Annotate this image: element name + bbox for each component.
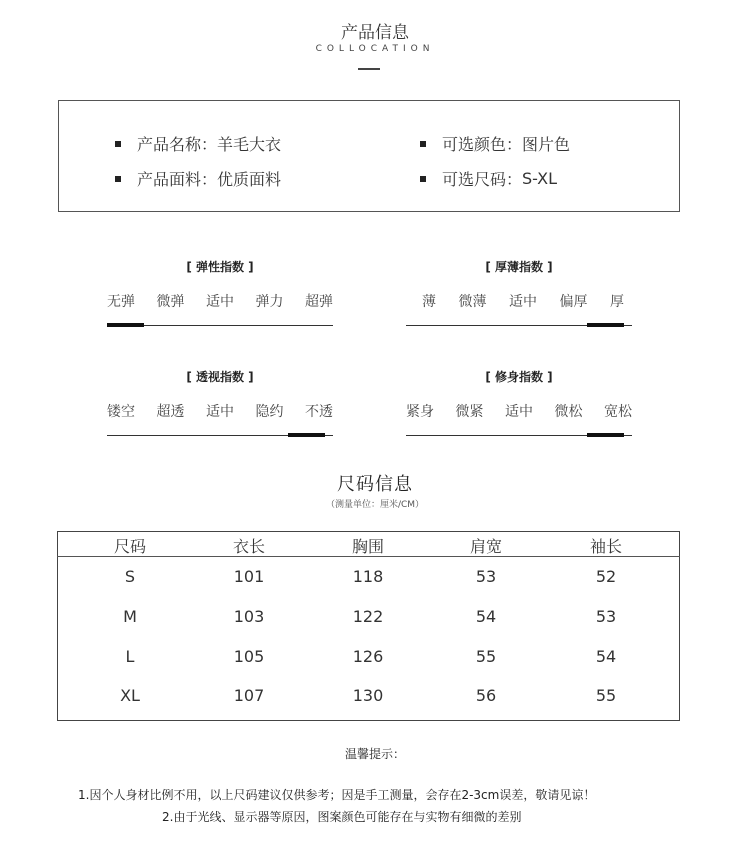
gauge-option: 微紧 (455, 404, 484, 420)
gauge-indicator (107, 323, 144, 327)
gauge-title: [ 修身指数 ] (485, 370, 553, 384)
table-cell: 54 (475, 607, 497, 626)
gauge-option: 不透 (305, 404, 333, 420)
gauge-labels (406, 401, 632, 421)
gauge-option: 微弹 (156, 294, 185, 310)
title-divider (358, 68, 380, 70)
table-cell: 122 (352, 607, 384, 626)
gauge-indicator (288, 433, 325, 437)
gauge-option: 微松 (554, 404, 583, 420)
gauge-option: 适中 (509, 294, 537, 310)
table-cell: XL (120, 686, 140, 705)
gauge-option: 适中 (206, 404, 234, 420)
gauge-option: 镂空 (107, 404, 135, 420)
gauge-indicator (587, 323, 624, 327)
product-name-value: 羊毛大衣 (217, 135, 282, 154)
thickness-gauge (406, 258, 632, 329)
product-color-item (420, 132, 570, 155)
product-name-item (115, 132, 281, 155)
page-title: 产品信息 (341, 23, 409, 43)
bullet-icon (115, 141, 121, 147)
gauge-option: 超透 (156, 404, 185, 420)
bullet-icon (420, 141, 426, 147)
product-size-value: S-XL (522, 169, 558, 188)
product-fabric-value: 优质面料 (217, 170, 282, 189)
bullet-icon (115, 176, 121, 182)
gauge-title: [ 透视指数 ] (186, 370, 254, 384)
product-info-box (58, 100, 680, 212)
table-cell: 103 (233, 607, 265, 626)
table-cell: 118 (352, 567, 384, 586)
page-subtitle: COLLOCATION (315, 44, 435, 54)
gauge-option: 薄 (422, 294, 436, 310)
gauge-option: 宽松 (604, 404, 632, 420)
bullet-icon (420, 176, 426, 182)
table-cell: 55 (595, 686, 617, 705)
table-cell: 126 (352, 647, 384, 666)
gauge-option: 偏厚 (559, 294, 588, 310)
table-cell: 53 (595, 607, 617, 626)
gauge-option: 适中 (505, 404, 533, 420)
elasticity-gauge (107, 258, 333, 329)
product-color-value: 图片色 (522, 135, 571, 154)
product-size-label: 可选尺码： (442, 170, 523, 189)
gauge-option: 超弹 (305, 294, 333, 310)
fit-gauge (406, 368, 632, 439)
gauge-option: 无弹 (107, 294, 135, 310)
gauge-option: 厚 (610, 294, 624, 310)
table-cell: 101 (233, 567, 265, 586)
gauge-title: [ 弹性指数 ] (186, 260, 254, 274)
gauge-labels (406, 291, 632, 311)
tip-line: 2.由于光线、显示器等原因，图案颜色可能存在与实物有细微的差别 (162, 810, 522, 824)
gauge-option: 紧身 (406, 404, 434, 420)
gauge-labels (107, 401, 333, 421)
table-cell: S (124, 567, 136, 586)
table-header-cell: 袖长 (589, 537, 622, 556)
table-cell: 107 (233, 686, 265, 705)
product-size-item (420, 167, 557, 190)
table-cell: 52 (595, 567, 617, 586)
product-fabric-item (115, 167, 281, 190)
size-unit-note: （测量单位：厘米/CM） (325, 500, 425, 510)
table-cell: 54 (595, 647, 617, 666)
gauge-title: [ 厚薄指数 ] (485, 260, 553, 274)
table-header-cell: 胸围 (351, 537, 384, 556)
gauge-option: 隐约 (255, 404, 284, 420)
table-cell: 105 (233, 647, 265, 666)
table-cell: M (123, 607, 137, 626)
table-cell: 56 (475, 686, 497, 705)
table-cell: 55 (475, 647, 497, 666)
gauge-option: 微薄 (458, 294, 487, 310)
gauge-labels (107, 291, 333, 311)
table-header-cell: 衣长 (232, 537, 265, 556)
tip-line: 1.因个人身材比例不用，以上尺码建议仅供参考；因是手工测量，会存在2-3cm误差，敬请见谅！ (78, 788, 596, 802)
gauge-indicator (587, 433, 624, 437)
table-cell: 130 (352, 686, 384, 705)
size-section-title: 尺码信息 (337, 474, 413, 495)
gauge-option: 适中 (206, 294, 234, 310)
tips-title: 温馨提示： (344, 747, 405, 761)
table-header-cell: 尺码 (113, 537, 146, 556)
gauge-option: 弹力 (255, 294, 284, 310)
transparency-gauge (107, 368, 333, 439)
table-header-cell: 肩宽 (469, 537, 502, 556)
product-name-label: 产品名称： (137, 135, 218, 154)
product-color-label: 可选颜色： (442, 135, 523, 154)
table-cell: 53 (475, 567, 497, 586)
table-cell: L (125, 647, 135, 666)
product-fabric-label: 产品面料： (137, 170, 218, 189)
